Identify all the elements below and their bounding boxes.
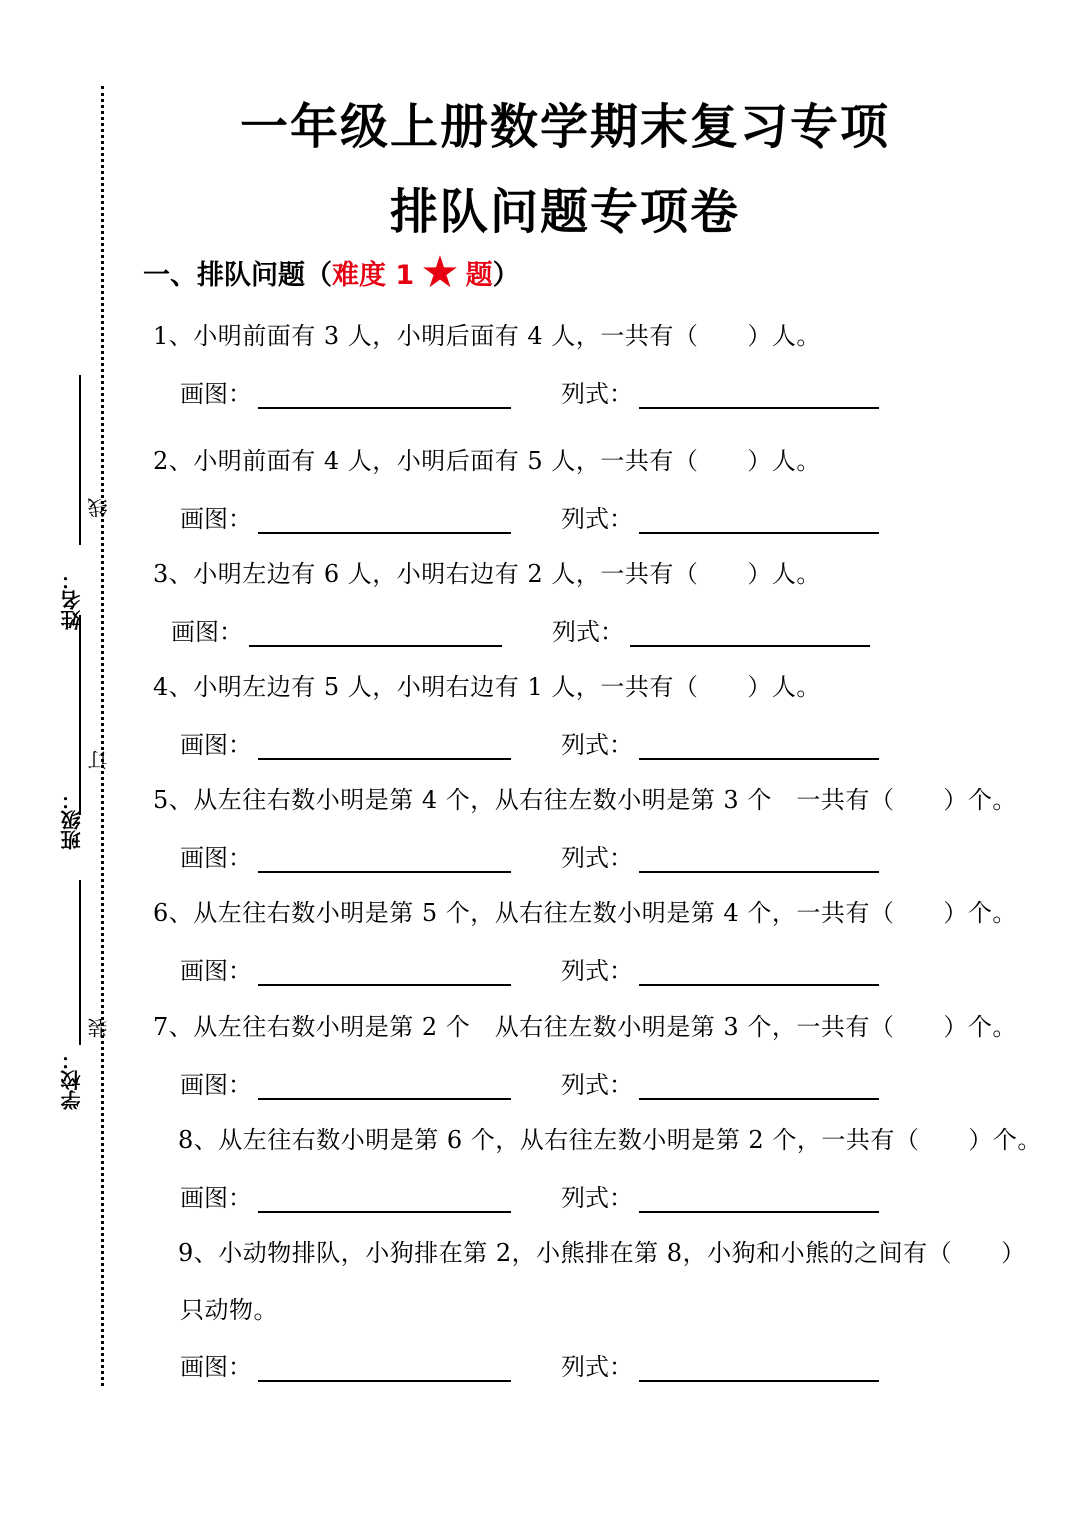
page-title: 一年级上册数学期末复习专项	[239, 99, 890, 155]
question-7: 7、从左往右数小明是第 2 个 从右往左数小明是第 3 个，一共有（ ）个。	[153, 1013, 1017, 1041]
binding-ding: 订	[87, 750, 111, 770]
draw-blank[interactable]	[249, 621, 502, 647]
draw-label: 画图：	[180, 1071, 252, 1099]
formula-label: 列式：	[561, 1071, 633, 1099]
question-9: 9、小动物排队，小狗排在第 2，小熊排在第 8，小狗和小熊的之间有（ ）	[178, 1239, 1026, 1267]
formula-blank[interactable]	[639, 508, 879, 534]
draw-label: 画图：	[180, 1184, 252, 1212]
draw-label: 画图：	[180, 844, 252, 872]
section-prefix: 一、排队问题（	[143, 260, 332, 291]
answer-row-7	[180, 1065, 879, 1100]
formula-blank[interactable]	[639, 734, 879, 760]
school-blank	[79, 880, 81, 1045]
draw-blank[interactable]	[258, 1356, 511, 1382]
difficulty-label: 难度 1	[332, 260, 415, 291]
draw-blank[interactable]	[258, 847, 511, 873]
binding-dotted-line	[101, 86, 104, 1386]
draw-blank[interactable]	[258, 1187, 511, 1213]
formula-blank[interactable]	[630, 621, 870, 647]
formula-blank[interactable]	[639, 960, 879, 986]
question-8: 8、从左往右数小明是第 6 个，从右往左数小明是第 2 个，一共有（ ）个。	[178, 1126, 1042, 1154]
star-icon: ★	[420, 246, 460, 298]
draw-label: 画图：	[171, 618, 243, 646]
answer-row-2	[180, 499, 879, 534]
section-close: ）	[492, 260, 520, 291]
draw-label: 画图：	[180, 505, 252, 533]
answer-row-8	[180, 1178, 879, 1213]
class-label: 班级：	[60, 790, 84, 850]
section-heading	[143, 246, 520, 298]
formula-blank[interactable]	[639, 1187, 879, 1213]
answer-row-5	[180, 838, 879, 873]
draw-blank[interactable]	[258, 383, 511, 409]
draw-label: 画图：	[180, 380, 252, 408]
formula-label: 列式：	[561, 957, 633, 985]
draw-blank[interactable]	[258, 960, 511, 986]
draw-blank[interactable]	[258, 734, 511, 760]
question-4: 4、小明左边有 5 人，小明右边有 1 人，一共有（ ）人。	[153, 673, 821, 701]
question-1: 1、小明前面有 3 人，小明后面有 4 人，一共有（ ）人。	[153, 322, 821, 350]
question-5: 5、从左往右数小明是第 4 个，从右往左数小明是第 3 个 一共有（ ）个。	[153, 786, 1017, 814]
binding-zhuang: 装	[87, 1018, 111, 1038]
formula-blank[interactable]	[639, 847, 879, 873]
class-blank	[79, 615, 81, 815]
formula-label: 列式：	[552, 618, 624, 646]
binding-xian: 线	[87, 498, 111, 518]
formula-blank[interactable]	[639, 1356, 879, 1382]
formula-blank[interactable]	[639, 383, 879, 409]
formula-label: 列式：	[561, 1184, 633, 1212]
answer-row-3	[171, 612, 870, 647]
formula-label: 列式：	[561, 731, 633, 759]
draw-blank[interactable]	[258, 508, 511, 534]
school-label: 学校：	[60, 1050, 84, 1110]
draw-label: 画图：	[180, 1353, 252, 1381]
formula-label: 列式：	[561, 1353, 633, 1381]
draw-label: 画图：	[180, 731, 252, 759]
answer-row-6	[180, 951, 879, 986]
answer-row-4	[180, 725, 879, 760]
formula-label: 列式：	[561, 844, 633, 872]
formula-blank[interactable]	[639, 1074, 879, 1100]
question-3: 3、小明左边有 6 人，小明右边有 2 人，一共有（ ）人。	[153, 560, 821, 588]
difficulty-suffix: 题	[465, 260, 493, 291]
answer-row-9	[180, 1347, 879, 1382]
formula-label: 列式：	[561, 380, 633, 408]
question-2: 2、小明前面有 4 人，小明后面有 5 人，一共有（ ）人。	[153, 447, 821, 475]
page-subtitle: 排队问题专项卷	[389, 184, 740, 240]
answer-row-1	[180, 374, 879, 409]
name-blank	[79, 375, 81, 545]
name-label: 姓名：	[60, 570, 84, 630]
question-9-line2: 只动物。	[180, 1296, 278, 1324]
question-6: 6、从左往右数小明是第 5 个，从右往左数小明是第 4 个，一共有（ ）个。	[153, 899, 1017, 927]
draw-label: 画图：	[180, 957, 252, 985]
formula-label: 列式：	[561, 505, 633, 533]
draw-blank[interactable]	[258, 1074, 511, 1100]
